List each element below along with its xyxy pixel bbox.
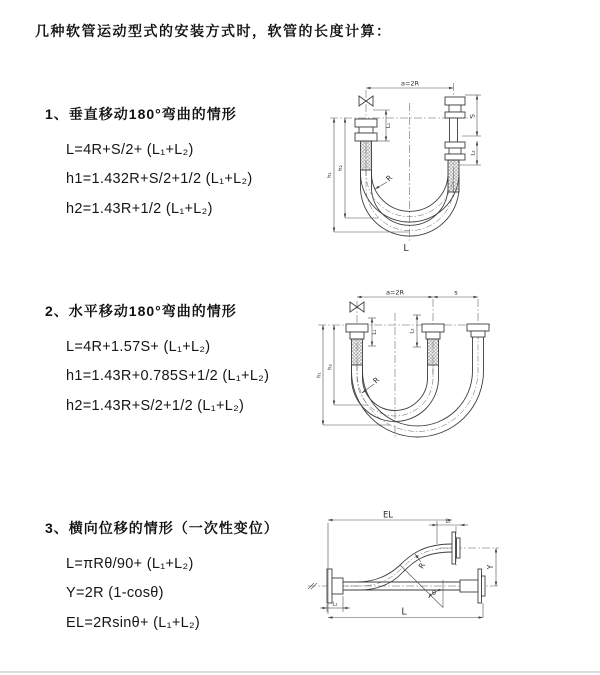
dim-el: EL: [382, 510, 394, 521]
section-lateral-displacement: [45, 518, 279, 638]
section-3-heading: 3、横向位移的情形（一次性变位）: [45, 520, 279, 536]
label-theta-angle: θ: [432, 589, 436, 597]
dim-l1: L₁: [372, 329, 378, 335]
label-bend-radius: R: [416, 561, 428, 571]
diagram-horizontal-180-bend: [310, 285, 590, 475]
section-2-formulas: [66, 332, 269, 421]
scan-edge-line: [0, 671, 600, 673]
dim-a-2r: a=2R: [385, 288, 405, 297]
dimensions: [320, 511, 496, 618]
section-horizontal-180: [45, 301, 269, 421]
dimensions: [317, 289, 479, 426]
label-hose-length: L: [403, 243, 409, 254]
dim-h1: h₁: [316, 372, 323, 378]
section-3-formulas: [66, 549, 279, 638]
fixed-end-flange: [327, 569, 343, 603]
page-title: 几种软管运动型式的安装方式时，软管的长度计算：: [35, 23, 392, 39]
dim-l2: L₂: [409, 328, 416, 334]
section-1-formulas: [66, 135, 253, 224]
formula-line: h2=1.43R+1/2 (L₁+L₂): [66, 200, 213, 217]
formula-line: h1=1.432R+S/2+1/2 (L₁+L₂): [66, 171, 253, 188]
formula-line: L=4R+1.57S+ (L₁+L₂): [66, 338, 211, 355]
dim-l1: L₁: [332, 601, 338, 608]
formula-line: L=4R+S/2+ (L₁+L₂): [66, 141, 194, 158]
section-2-heading: 2、水平移动180°弯曲的情形: [45, 303, 237, 319]
dim-l1: L₁: [386, 122, 392, 129]
formula-line: h1=1.43R+0.785S+1/2 (L₁+L₂): [66, 368, 270, 385]
dim-l2: L₂: [445, 518, 451, 525]
braided-hose-section: [361, 141, 372, 170]
label-bend-radius: R: [371, 375, 382, 386]
dim-h2: h₂: [327, 364, 334, 370]
dim-l: L: [401, 606, 407, 618]
moving-end-pipe-position-2: [467, 324, 489, 337]
dim-a-2r: a=2R: [400, 79, 420, 88]
centerlines: [318, 299, 490, 437]
braided-hose-section: [352, 339, 363, 365]
diagram-lateral-displacement: [298, 500, 598, 650]
section-1-heading: 1、垂直移动180°弯曲的情形: [45, 106, 237, 122]
moving-end-pipe: [445, 97, 465, 192]
section-vertical-180: [45, 104, 253, 224]
formula-line: Y=2R (1-cosθ): [66, 585, 164, 602]
formula-line: L=πRθ/90+ (L₁+L₂): [66, 555, 194, 572]
hose-band: [343, 544, 460, 590]
diagram-vertical-180-bend: [310, 75, 590, 265]
dim-s: S: [468, 113, 477, 119]
braided-hose-section: [448, 160, 459, 192]
braided-hose-section: [428, 339, 439, 365]
dim-l2: L₂: [470, 150, 477, 156]
moving-end-pipe-position-1: [422, 324, 444, 365]
dim-s: s: [454, 288, 458, 297]
valve-icon: [350, 302, 357, 312]
label-bend-radius: R: [384, 173, 395, 184]
formula-line: h2=1.43R+S/2+1/2 (L₁+L₂): [66, 397, 245, 414]
original-position-flange: [460, 569, 485, 603]
formula-line: EL=2Rsinθ+ (L₁+L₂): [66, 614, 201, 631]
valve-icon: [359, 96, 366, 106]
dim-y: Y: [486, 564, 495, 570]
centerlines: [308, 526, 499, 586]
dim-h2: h₂: [338, 165, 344, 171]
dim-h1: h₁: [327, 172, 333, 178]
hose-curves: [352, 337, 484, 437]
